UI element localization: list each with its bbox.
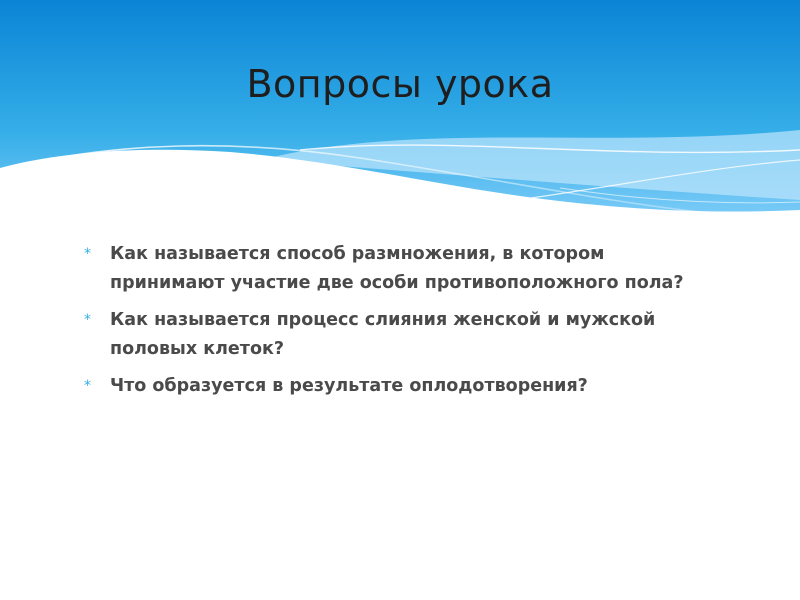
bullet-item bbox=[84, 240, 724, 298]
bullet-text: Как называется способ размножения, в котором принимают участие две особи противоположного пола? bbox=[110, 244, 684, 293]
bullet-text: Как называется процесс слияния женской и мужской половых клеток? bbox=[110, 310, 656, 359]
bullet-text: Что образуется в результате оплодотворения? bbox=[110, 376, 588, 396]
bullet-list bbox=[84, 240, 724, 409]
asterisk-bullet-icon: * bbox=[84, 312, 91, 328]
header-wave-background bbox=[0, 0, 800, 240]
bullet-item bbox=[84, 372, 724, 401]
asterisk-bullet-icon: * bbox=[84, 378, 91, 394]
slide-title: Вопросы урока bbox=[246, 62, 554, 106]
asterisk-bullet-icon: * bbox=[84, 246, 91, 262]
bullet-item bbox=[84, 306, 724, 364]
